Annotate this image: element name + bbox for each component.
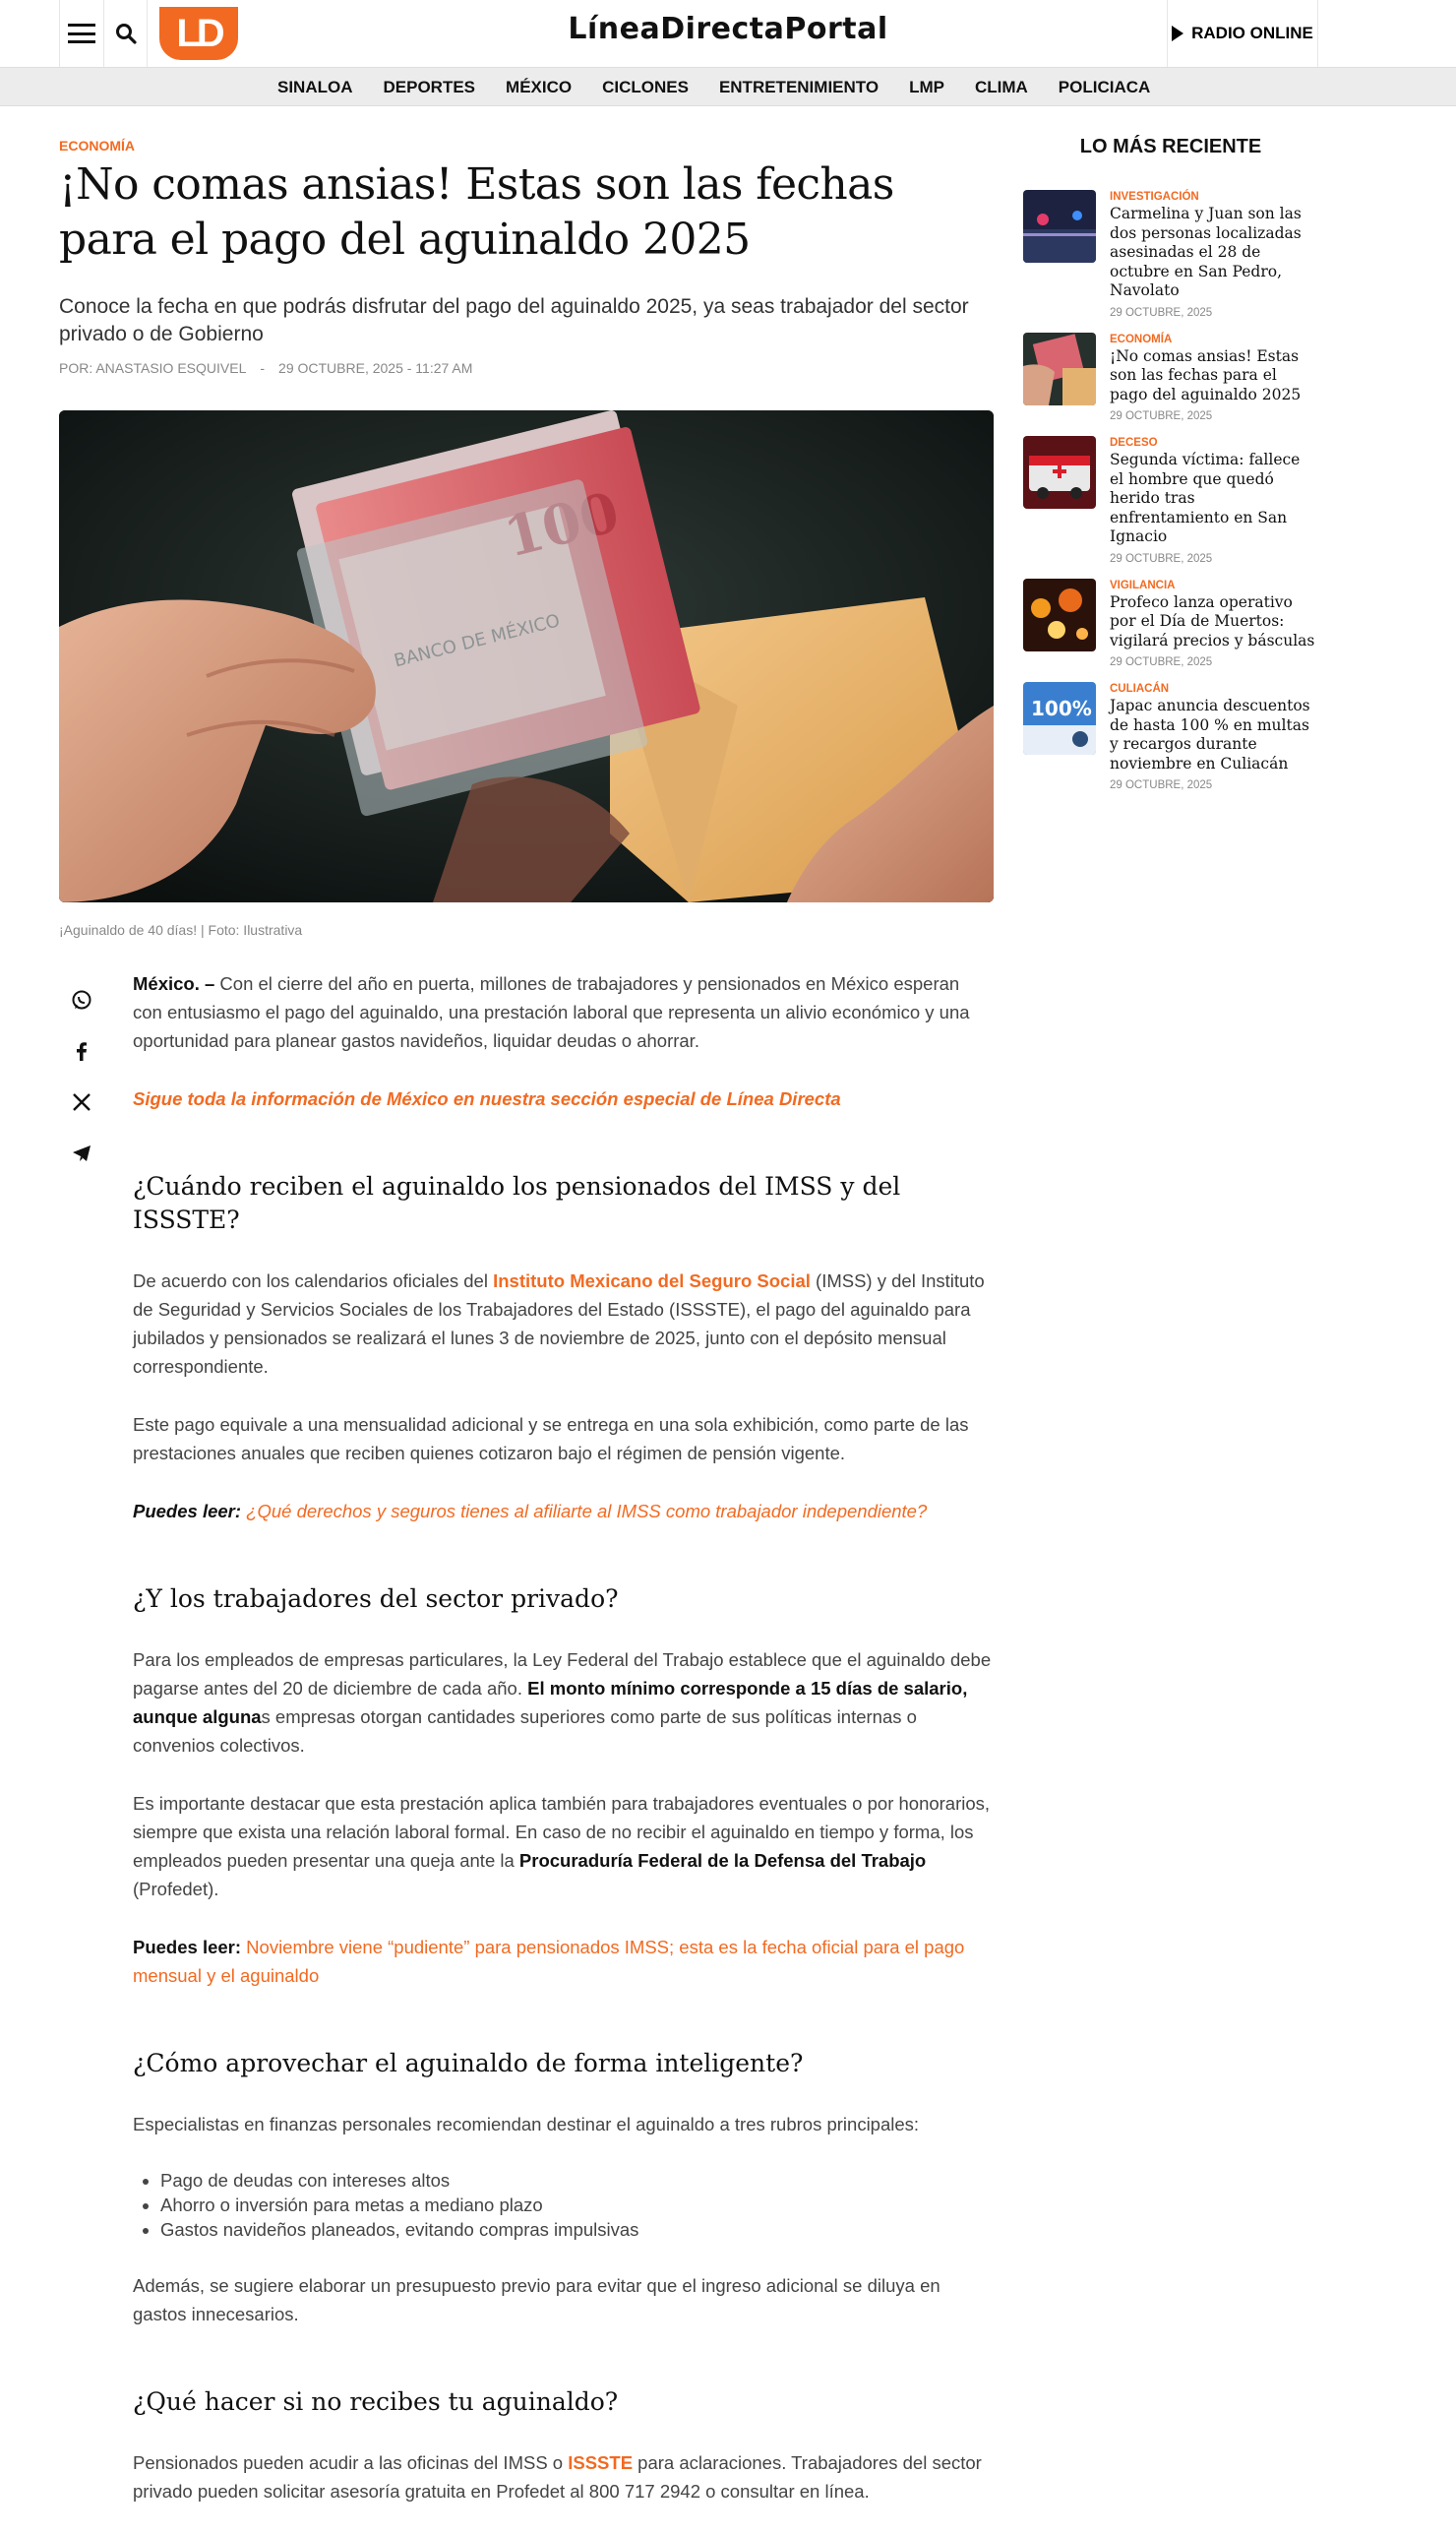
news-thumbnail[interactable]: [1023, 436, 1096, 509]
paragraph-text: para aclaraciones. Trabajadores del sector privado pueden solicitar asesoría gratuita en Profedet al 800 717 2942 o consultar en línea.: [133, 2452, 982, 2502]
nav-item-policiaca[interactable]: POLICIACA: [1058, 78, 1151, 96]
news-headline[interactable]: Carmelina y Juan son las dos personas localizadas asesinadas el 28 de octubre en San Pedro, Navolato: [1110, 205, 1302, 299]
news-headline[interactable]: ¡No comas ansias! Estas son las fechas para el pago del aguinaldo 2025: [1110, 346, 1302, 403]
share-whatsapp-button[interactable]: [67, 974, 96, 1025]
news-thumbnail[interactable]: [1023, 579, 1096, 651]
related-paragraph: [133, 1497, 994, 1525]
paragraph-text: s empresas otorgan cantidades superiores como parte de sus políticas internas o convenios colectivos.: [133, 1706, 917, 1756]
paragraph-text: (IMSS) y del Instituto de Seguridad y Servicios Sociales de los Trabajadores del Estado (ISSSTE), el pago del aguinaldo para jubilados y pensionados se realizará el lunes 3 de noviembre de 2025, junto con el depósito mensual correspondiente.: [133, 1270, 985, 1377]
bold-text: El monto mínimo corresponde a 15 días de salario, aunque alguna: [133, 1678, 968, 1727]
news-category[interactable]: DECESO: [1110, 437, 1158, 449]
news-date: 29 OCTUBRE, 2025: [1110, 410, 1213, 422]
paragraph-text: Con el cierre del año en puerta, millones de trabajadores y pensionados en México esperan con entusiasmo el pago del aguinaldo, una prestación laboral que representa un alivio económico y una oportunidad para planear gastos navideños, liquidar deudas o ahorrar.: [133, 973, 970, 1051]
news-thumbnail[interactable]: [1023, 333, 1096, 405]
nav-item-sinaloa[interactable]: SINALOA: [277, 78, 353, 96]
list-item: • Gastos navideños planeados, evitando compras impulsivas: [160, 2217, 994, 2242]
promo-paragraph: [133, 1084, 994, 1113]
news-date: 29 OCTUBRE, 2025: [1110, 656, 1213, 668]
hero-image: [59, 410, 994, 902]
search-button[interactable]: [104, 0, 148, 67]
publish-date: 29 OCTUBRE, 2025 - 11:27 AM: [278, 360, 473, 376]
hamburger-icon: [68, 24, 95, 43]
issste-link[interactable]: ISSSTE: [568, 2452, 634, 2473]
bold-text: Procuraduría Federal de la Defensa del Trabajo: [518, 1850, 927, 1871]
read-label: Puedes leer:: [133, 1501, 242, 1521]
share-bar: [67, 974, 96, 1179]
image-caption: ¡Aguinaldo de 40 días! | Foto: Ilustrativa: [59, 922, 303, 938]
latest-news-item[interactable]: [1023, 190, 1318, 319]
news-date: 29 OCTUBRE, 2025: [1110, 779, 1213, 791]
search-icon: [115, 23, 137, 44]
promo-link[interactable]: Sigue toda la información de México en nuestra sección especial de Línea Directa: [133, 1088, 841, 1109]
imss-link[interactable]: Instituto Mexicano del Seguro Social: [493, 1270, 811, 1291]
thumbnail-text: 100%: [1031, 697, 1092, 720]
byline: [59, 360, 472, 376]
nav-item-ciclones[interactable]: CICLONES: [602, 78, 689, 96]
nav-item-lmp[interactable]: LMP: [909, 78, 944, 96]
paragraph: Especialistas en finanzas personales recomiendan destinar el aguinaldo a tres rubros principales:: [133, 2114, 920, 2134]
list-item: • Ahorro o inversión para metas a mediano plazo: [160, 2193, 994, 2217]
news-thumbnail[interactable]: [1023, 682, 1096, 755]
site-name[interactable]: LíneaDirectaPortal: [568, 12, 888, 46]
nav-item-mexico[interactable]: MÉXICO: [506, 78, 573, 96]
share-telegram-button[interactable]: [67, 1128, 96, 1179]
related-link[interactable]: Noviembre viene “pudiente” para pensionados IMSS; esta es la fecha oficial para el pago mensual y el aguinaldo: [133, 1937, 965, 1986]
logo-mark: LD: [159, 7, 238, 60]
dateline: México. –: [133, 973, 215, 994]
paragraph-text: (Profedet).: [133, 1879, 219, 1899]
facebook-icon: [71, 1040, 92, 1062]
news-thumbnail[interactable]: [1023, 190, 1096, 263]
paragraph-text: De acuerdo con los calendarios oficiales del: [133, 1270, 494, 1291]
article-category[interactable]: ECONOMÍA: [59, 138, 135, 154]
news-date: 29 OCTUBRE, 2025: [1110, 552, 1213, 565]
main-nav: [0, 67, 1456, 106]
paragraph-text: Pensionados pueden acudir a las oficinas del IMSS o: [133, 2452, 569, 2473]
paragraph: [133, 1645, 994, 1760]
paragraph: Además, se sugiere elaborar un presupuesto previo para evitar que el ingreso adicional se diluya en gastos innecesarios.: [133, 2275, 940, 2324]
section-heading: ¿Qué hacer si no recibes tu aguinaldo?: [133, 2387, 619, 2416]
list-item: • Pago de deudas con intereses altos: [160, 2168, 994, 2193]
article-title: ¡No comas ansias! Estas son las fechas para el pago del aguinaldo 2025: [59, 159, 894, 265]
news-headline[interactable]: Profeco lanza operativo por el Día de Muertos: vigilará precios y básculas: [1110, 592, 1315, 649]
menu-button[interactable]: [59, 0, 104, 67]
read-label: Puedes leer:: [133, 1937, 242, 1957]
paragraph-text: Para los empleados de empresas particulares, la Ley Federal del Trabajo establece que el aguinaldo debe pagarse antes del 20 de diciembre de cada año.: [133, 1649, 992, 1699]
related-paragraph: [133, 1933, 994, 1990]
news-category[interactable]: CULIACÁN: [1110, 683, 1170, 695]
nav-item-entretenimiento[interactable]: ENTRETENIMIENTO: [718, 78, 880, 96]
news-headline[interactable]: Segunda víctima: fallece el hombre que quedó herido tras enfrentamiento en San Ignacio: [1110, 451, 1301, 545]
play-icon: [1172, 26, 1183, 41]
share-facebook-button[interactable]: [67, 1025, 96, 1077]
latest-news-item[interactable]: [1023, 436, 1318, 565]
share-x-button[interactable]: [67, 1077, 96, 1128]
telegram-icon: [71, 1143, 92, 1164]
latest-news-item[interactable]: [1023, 333, 1318, 423]
article-body: [133, 969, 994, 2535]
section-heading: ¿Cómo aprovechar el aguinaldo de forma inteligente?: [133, 2049, 804, 2077]
radio-online-button[interactable]: [1167, 0, 1318, 67]
paragraph: [133, 2448, 994, 2505]
news-date: 29 OCTUBRE, 2025: [1110, 306, 1213, 319]
section-heading: ¿Y los trabajadores del sector privado?: [133, 1584, 619, 1613]
nav-item-deportes[interactable]: DEPORTES: [383, 78, 476, 96]
paragraph: Este pago equivale a una mensualidad adicional y se entrega en una sola exhibición, como parte de las prestaciones anuales que reciben quienes cotizaron bajo el régimen de pensión vigente.: [133, 1414, 969, 1463]
paragraph: [133, 969, 994, 1055]
news-category[interactable]: VIGILANCIA: [1110, 579, 1176, 591]
paragraph: [133, 1267, 994, 1381]
x-icon: [71, 1091, 92, 1113]
related-link[interactable]: ¿Qué derechos y seguros tienes al afiliarte al IMSS como trabajador independiente?: [246, 1501, 928, 1521]
sidebar-title: LO MÁS RECIENTE: [1079, 136, 1262, 157]
tips-list: [160, 2168, 994, 2242]
paragraph-text: Es importante destacar que esta prestación aplica también para trabajadores eventuales o por honorarios, siempre que exista una relación laboral formal. En caso de no recibir el aguinaldo en tiempo y forma, los empleados pueden presentar una queja ante la: [133, 1793, 991, 1871]
latest-news-item[interactable]: [1023, 682, 1318, 791]
news-category[interactable]: ECONOMÍA: [1110, 333, 1173, 345]
section-heading: ¿Cuándo reciben el aguinaldo los pensionados del IMSS y del ISSSTE?: [133, 1172, 901, 1234]
article-subtitle: Conoce la fecha en que podrás disfrutar del pago del aguinaldo 2025, ya seas trabajador del sector privado o de Gobierno: [59, 295, 969, 345]
whatsapp-icon: [71, 989, 92, 1011]
news-headline[interactable]: Japac anuncia descuentos de hasta 100 % en multas y recargos durante noviembre en Culiacán: [1110, 697, 1310, 773]
latest-news-list: [1023, 190, 1318, 805]
latest-news-item[interactable]: [1023, 579, 1318, 669]
logo[interactable]: [148, 0, 256, 67]
news-category[interactable]: INVESTIGACIÓN: [1110, 191, 1199, 203]
top-header: [0, 0, 1456, 67]
radio-label: RADIO ONLINE: [1191, 24, 1313, 42]
byline-separator: -: [260, 360, 266, 376]
paragraph: [133, 1789, 994, 1903]
nav-item-clima[interactable]: CLIMA: [974, 78, 1028, 96]
author[interactable]: POR: ANASTASIO ESQUIVEL: [59, 360, 247, 376]
